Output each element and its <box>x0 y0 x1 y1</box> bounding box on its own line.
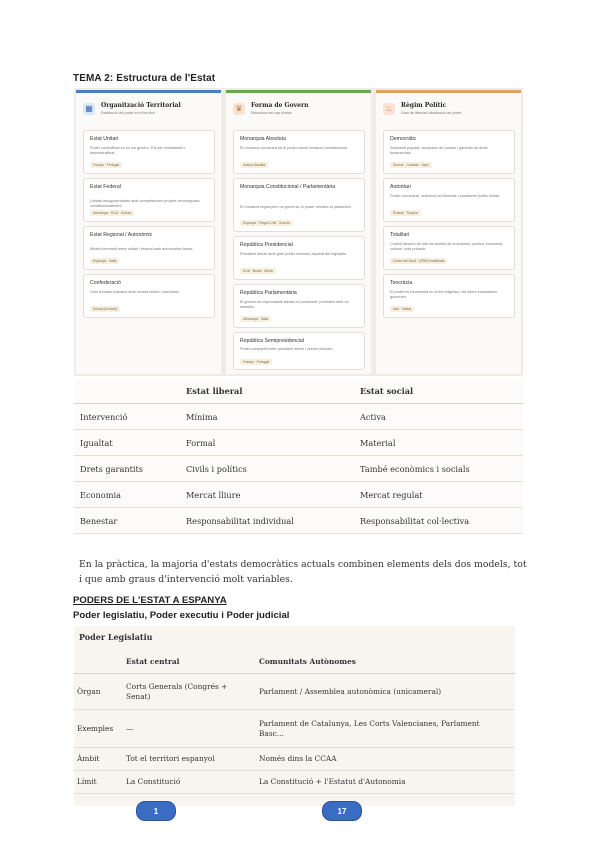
card-title: Autoritari <box>390 184 411 190</box>
card-example-tag: Corea del Nord · URSS estalinista <box>390 258 447 264</box>
table-cell: — <box>123 710 256 748</box>
table-row <box>74 508 523 534</box>
table-row <box>74 482 523 508</box>
column-form-of-government <box>226 90 371 374</box>
table-cell: Límit <box>74 771 123 794</box>
section-heading: PODERS DE L'ESTAT A ESPANYA <box>73 595 227 606</box>
card-example-tag: Alemanya · Itàlia <box>240 316 271 322</box>
concept-card <box>233 284 365 328</box>
card-title: Estat Regional / Autonòmic <box>90 232 153 238</box>
table-row <box>74 710 515 748</box>
table-cell: Benestar <box>74 508 180 534</box>
legislative-power-table <box>74 650 515 794</box>
table-header-cell: Estat central <box>123 650 256 674</box>
table-row <box>74 748 515 771</box>
table-row <box>74 771 515 794</box>
concept-card <box>83 274 215 318</box>
table-row <box>74 430 523 456</box>
table-cell: Material <box>354 430 523 456</box>
table-cell: Formal <box>180 430 354 456</box>
table-cell: Intervenció <box>74 404 180 430</box>
paragraph-practice-note: En la pràctica, la majoria d'estats democràtics actuals combinen elements dels dos models, tot i que amb graus d'intervenció molt variables. <box>79 559 527 585</box>
crown-icon: ♛ <box>233 103 245 115</box>
card-description: Poder concentrat, restricció de llibertats i pluralisme polític limitat. <box>390 194 500 198</box>
card-example-tag: Espanya · Regne Unit · Suècia <box>240 220 293 226</box>
table-cell: Parlament / Assemblea autonòmica (unicameral) <box>256 674 515 710</box>
card-title: República Presidencial <box>240 242 293 248</box>
card-title: Teocràcia <box>390 280 413 286</box>
legislative-power-title: Poder Legislatiu <box>79 632 153 642</box>
card-description: El monarca regna però no governa; el poder resideix al parlament. <box>240 205 352 209</box>
card-title: Estat Federal <box>90 184 121 190</box>
column-header <box>233 100 365 122</box>
card-description: Unió d'estats sobirans amb vincles febles i voluntaris. <box>90 290 180 294</box>
concept-card <box>233 332 365 370</box>
count-badge-autonomous: 17 <box>322 801 362 821</box>
liberal-vs-social-state-table <box>74 378 523 534</box>
table-cell: Parlament de Catalunya, Les Corts Valencianes, Parlament Basc... <box>256 710 515 748</box>
column-subtitle: Grau de llibertat i distribució del poder <box>401 111 462 115</box>
card-description: Model intermedi entre unitari i federal amb autonomies fortes. <box>90 247 194 251</box>
column-title: Règim Polític <box>401 102 447 109</box>
table-row <box>74 674 515 710</box>
concept-card <box>83 178 215 222</box>
card-example-tag: Rússia · Turquia <box>390 210 421 216</box>
concept-card <box>233 178 365 232</box>
card-example-tag: França · Portugal <box>90 162 122 168</box>
card-description: Sobirania popular, separació de poders i garantia de drets fonamentals. <box>390 146 488 155</box>
flame-icon: ♨ <box>383 103 395 115</box>
concept-card <box>383 130 515 174</box>
table-cell: Òrgan <box>74 674 123 710</box>
card-example-tag: Alemanya · EUA · Suïssa <box>90 210 134 216</box>
column-subtitle: Distribució del poder en el territori <box>101 111 155 115</box>
card-title: Monarquia Absoluta <box>240 136 286 142</box>
card-title: Confederació <box>90 280 121 286</box>
table-cell: Mercat regulat <box>354 482 523 508</box>
column-accent-bar <box>376 90 521 93</box>
concept-card <box>383 274 515 318</box>
table-cell: Economia <box>74 482 180 508</box>
concept-card <box>233 130 365 174</box>
table-cell: La Constitució <box>123 771 256 794</box>
table-cell: Mercat lliure <box>180 482 354 508</box>
table-header-row <box>74 378 523 404</box>
card-description: Poder centralitzat en un sol govern. Pot ser centralitzat o descentralitzat. <box>90 146 186 155</box>
concept-card <box>83 130 215 174</box>
table-cell: Només dins la CCAA <box>256 748 515 771</box>
table-header-row <box>74 650 515 674</box>
table-cell: Exemples <box>74 710 123 748</box>
table-cell: Drets garantits <box>74 456 180 482</box>
table-header-cell: Estat liberal <box>180 378 354 404</box>
table-header-cell: Estat social <box>354 378 523 404</box>
state-structure-panel <box>74 88 523 376</box>
table-header-cell <box>74 378 180 404</box>
table-cell: Mínima <box>180 404 354 430</box>
table-cell: Responsabilitat col·lectiva <box>354 508 523 534</box>
card-example-tag: Iran · Vaticà <box>390 306 414 312</box>
column-accent-bar <box>76 90 221 93</box>
card-description: El monarca concentra tot el poder sense limitació constitucional. <box>240 146 349 150</box>
column-title: Forma de Govern <box>251 102 309 109</box>
table-cell: Igualtat <box>74 430 180 456</box>
card-description: Poder compartit entre president electe i primer ministre. <box>240 347 334 351</box>
card-title: República Semipresidencial <box>240 338 305 344</box>
table-cell: Àmbit <box>74 748 123 771</box>
card-example-tag: EUA · Brasil · Mèxic <box>240 268 276 274</box>
table-cell: Activa <box>354 404 523 430</box>
table-cell: Tot el territori espanyol <box>123 748 256 771</box>
column-header <box>383 100 515 122</box>
column-header <box>83 100 215 122</box>
card-title: Estat Unitari <box>90 136 119 142</box>
card-example-tag: Suècia · Canadà · Japó <box>390 162 432 168</box>
count-badge-central: 1 <box>136 801 176 821</box>
column-title: Organització Territorial <box>101 102 181 109</box>
table-cell: Responsabilitat individual <box>180 508 354 534</box>
concept-card <box>383 178 515 222</box>
concept-card <box>233 236 365 280</box>
column-accent-bar <box>226 90 371 93</box>
card-description: El govern és responsable davant el parlament; president amb rol simbòlic. <box>240 300 349 309</box>
table-row <box>74 404 523 430</box>
building-icon: ▦ <box>83 103 95 115</box>
card-example-tag: França · Portugal <box>240 359 272 365</box>
section-subheading: Poder legislatiu, Poder executiu i Poder judicial <box>73 610 290 621</box>
table-header-cell <box>74 650 123 674</box>
card-example-tag: Suïssa (històric) <box>90 306 120 312</box>
column-territorial-organization <box>76 90 221 374</box>
concept-card <box>383 226 515 270</box>
card-description: Control absolut de tots els àmbits de la societat: política, economia, cultura i vida privada. <box>390 242 504 251</box>
card-description: President electe amb gran poder executiu separat del legislatiu. <box>240 252 348 256</box>
table-row <box>74 456 523 482</box>
card-title: Monarquia Constitucional / Parlamentària <box>240 184 336 190</box>
table-cell: Corts Generals (Congrés + Senat) <box>123 674 256 710</box>
column-subtitle: Estructura del cap d'estat <box>251 111 292 115</box>
card-title: República Parlamentària <box>240 290 297 296</box>
card-title: Totalitari <box>390 232 410 238</box>
concept-card <box>83 226 215 270</box>
card-example-tag: Aràbia Saudita <box>240 162 268 168</box>
column-political-regime <box>376 90 521 374</box>
card-example-tag: Espanya · Itàlia <box>90 258 119 264</box>
card-description: El poder es fonamenta en la llei religiosa i els líders eclesiàstics governen. <box>390 290 497 299</box>
card-title: Democràtic <box>390 136 417 142</box>
page-title: TEMA 2: Estructura de l'Estat <box>73 73 216 84</box>
table-cell: Civils i polítics <box>180 456 354 482</box>
table-header-cell: Comunitats Autònomes <box>256 650 515 674</box>
table-cell: També econòmics i socials <box>354 456 523 482</box>
card-description: Unitats autogovernades amb competències pròpies reconegudes constitucionalment. <box>90 199 200 208</box>
table-cell: La Constitució + l'Estatut d'Autonomia <box>256 771 515 794</box>
